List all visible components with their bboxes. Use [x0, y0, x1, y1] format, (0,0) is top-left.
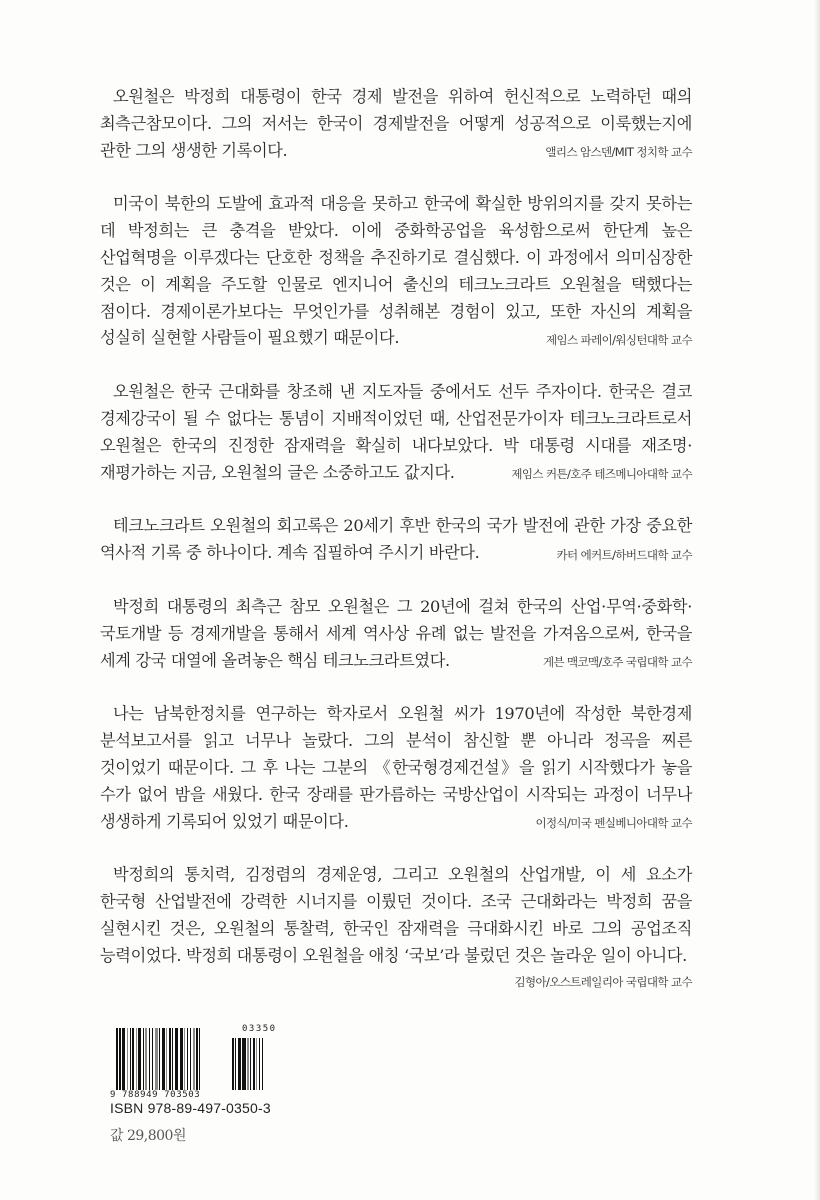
endorsement-text: 오원철은 한국 근대화를 창조해 낸 지도자들 중에서도 선두 주자이다. 한국은 결코 경제강국이 될 수 없다는 통념이 지배적이었던 때, 산업전문가이자 테크노크라트로서 오원철은 한국의 진정한 잠재력을 확실히 내다보았다. 박 대통령 시대를 재조명·재평가하는 지금, 오원철의 글은 소중하고도 값지다. [100, 382, 692, 482]
endorsement-text: 나는 남북한정치를 연구하는 학자로서 오원철 씨가 1970년에 작성한 북한경제 분석보고서를 읽고 너무나 놀랐다. 그의 분석이 참신할 뿐 아니라 정곡을 찌른 것이었기 때문이다. 그 후 나는 그분의 《한국형경제건설》을 읽기 시작했다가 놓을 수가 없어 밤을 새웠다. 한국 장래를 판가름하는 국방산업이 시작되는 과정이 너무나 생생하게 기록되어 있었기 때문이다. [100, 704, 692, 831]
endorsement-text: 테크노크라트 오원철의 회고록은 20세기 후반 한국의 국가 발전에 관한 가장 중요한 역사적 기록 중 하나이다. 계속 집필하여 주시기 바란다. [100, 516, 692, 563]
endorsement-attribution: 제임스 파레이/워싱턴대학 교수 [545, 333, 692, 348]
barcode-addon-digits: 03350 [242, 1024, 277, 1034]
endorsement-attribution: 카터 에커트/하버드대학 교수 [556, 547, 692, 562]
endorsement-attribution: 이정식/미국 펜실베니아대학 교수 [535, 816, 692, 831]
barcode-main-digits: 9 788949 703503 [110, 1090, 201, 1100]
endorsement-attribution: 김형아/오스트레일리아 국립대학 교수 [514, 974, 692, 989]
endorsements-section [100, 84, 692, 1021]
endorsement-text: 오원철은 박정희 대통령이 한국 경제 발전을 위하여 헌신적으로 노력하던 때의 최측근참모이다. 그의 저서는 한국이 경제발전을 어떻게 성공적으로 이룩했는지에 관한 그의 생생한 기록이다. [100, 87, 692, 160]
barcode-bars-addon [232, 1038, 284, 1090]
endorsement-attribution: 앨리스 암스덴/MIT 정치학 교수 [545, 145, 692, 160]
endorsement-attribution: 제임스 커튼/호주 테즈메니아대학 교수 [511, 467, 692, 482]
endorsement [100, 701, 692, 835]
endorsement [100, 191, 692, 352]
endorsement [100, 862, 692, 993]
endorsement [100, 379, 692, 486]
endorsement-text: 박정희의 통치력, 김정렴의 경제운영, 그리고 오원철의 산업개발, 이 세 요소가 한국형 산업발전에 강력한 시너지를 이뤘던 것이다. 조국 근대화라는 박정희 꿈을 실현시킨 것은, 오원철의 통찰력, 한국인 잠재력을 극대화시킨 바로 그의 공업조직 능력이었다. 박정희 대통령이 오원철을 애칭 ‘국보’라 불렀던 것은 놀라운 일이 아니다. [100, 865, 692, 965]
endorsement-attribution: 게븐 맥코맥/호주 국립대학 교수 [542, 655, 692, 670]
price-label: 값 29,800원 [110, 1128, 186, 1144]
isbn-number: ISBN 978-89-497-0350-3 [110, 1100, 271, 1116]
endorsement [100, 594, 692, 674]
barcode-bars-main [116, 1028, 220, 1094]
endorsement [100, 84, 692, 164]
endorsement-text: 미국이 북한의 도발에 효과적 대응을 못하고 한국에 확실한 방위의지를 갖지 못하는 데 박정희는 큰 충격을 받았다. 이에 중화학공업을 육성함으로써 한단계 높은 산업혁명을 이루겠다는 단호한 정책을 추진하기로 결심했다. 이 과정에서 의미심장한 것은 이 계획을 주도할 인물로 엔지니어 출신의 테크노크라트 오원철을 택했다는 점이다. 경제이론가보다는 무엇인가를 성취해본 경험이 있고, 또한 자신의 계획을 성실히 실현할 사람들이 필요했기 때문이다. [100, 194, 692, 348]
endorsement-text: 박정희 대통령의 최측근 참모 오원철은 그 20년에 걸쳐 한국의 산업·무역·중화학·국토개발 등 경제개발을 통해서 세계 역사상 유례 없는 발전을 가져옴으로써, 한국을 세계 강국 대열에 올려놓은 핵심 테크노크라트였다. [100, 596, 692, 670]
endorsement [100, 513, 692, 567]
page-edge-shadow [814, 0, 820, 1200]
